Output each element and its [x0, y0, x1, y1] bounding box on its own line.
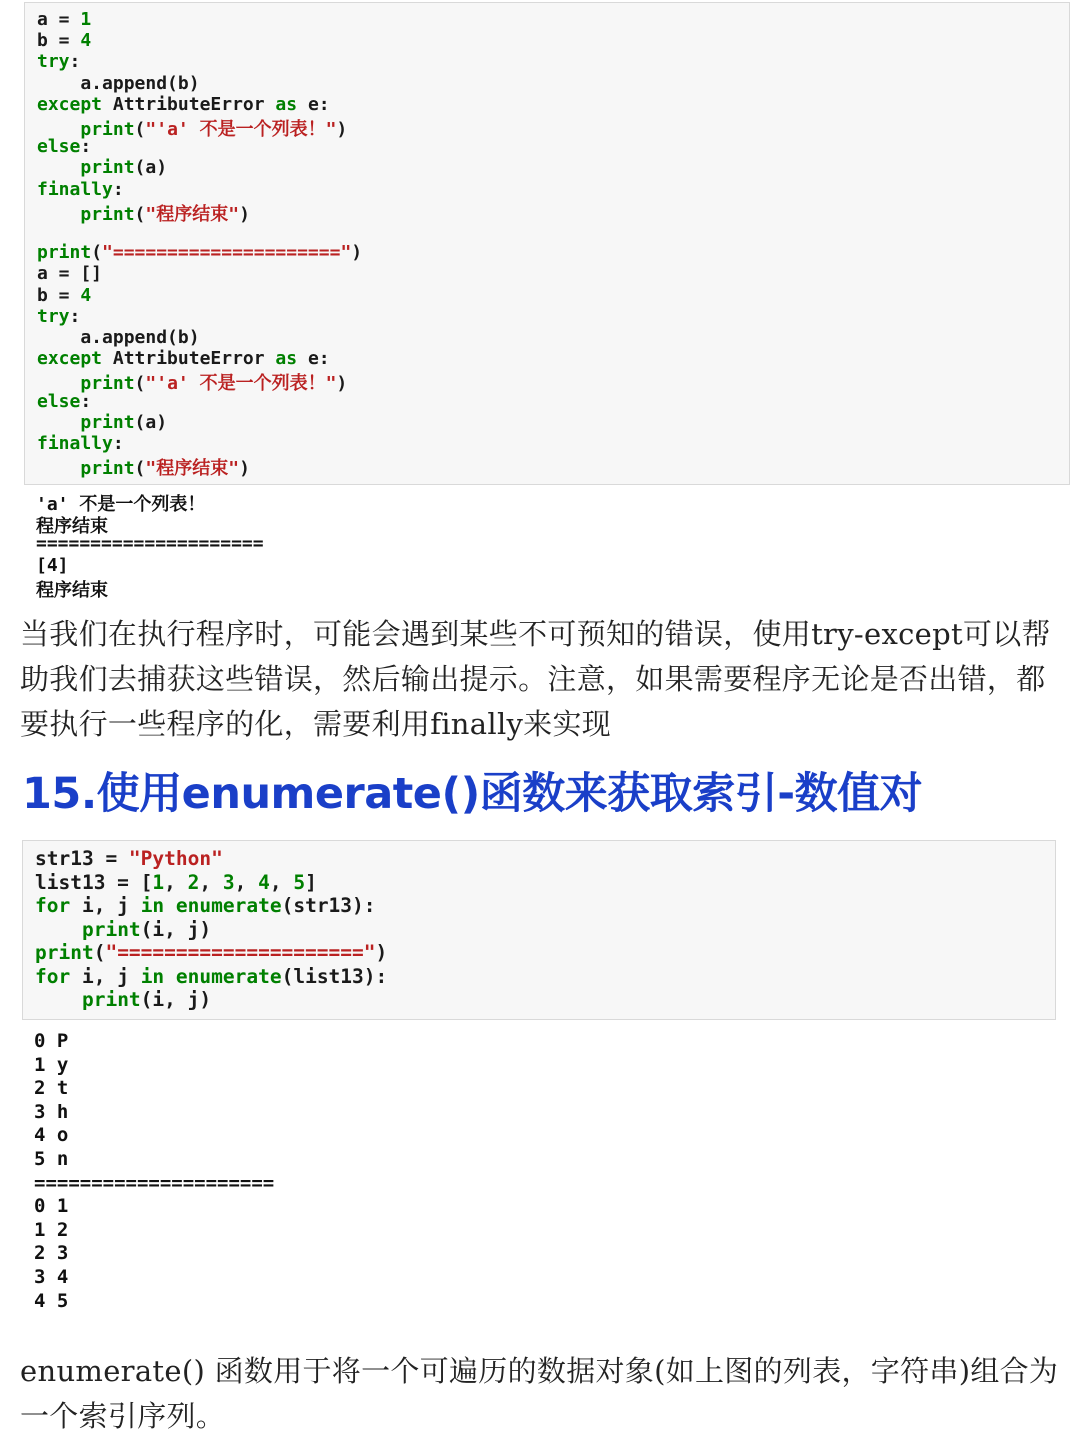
code-line: except AttributeError as e:: [37, 348, 330, 370]
output-line: 1 y: [34, 1053, 69, 1076]
output-line: 3 h: [34, 1100, 69, 1123]
output-line: =====================: [34, 1171, 275, 1194]
code-line: print(i, j): [81, 917, 212, 941]
paragraph-enumerate-explanation: enumerate() 函数用于将一个可遍历的数据对象(如上图的列表，字符串)组合为一个索引序列。: [20, 1354, 1059, 1433]
code-line: a = []: [37, 263, 103, 285]
code-line: else:: [37, 136, 92, 158]
code-cell-enumerate: [22, 840, 1056, 1020]
code-line: try:: [37, 305, 81, 327]
code-line: finally:: [37, 433, 124, 454]
section-heading: 15.使用enumerate()函数来获取索引-数值对: [22, 769, 923, 819]
code-line: for i, j in enumerate(str13):: [35, 894, 376, 917]
output-line: 程序结束: [36, 515, 108, 537]
output-line: 3 4: [34, 1266, 69, 1288]
code-line: a.append(b): [37, 72, 200, 94]
output-line: 2 3: [34, 1242, 69, 1265]
code-line: try:: [37, 51, 81, 73]
code-line: print("====================="): [37, 242, 363, 264]
output-line: 4 5: [34, 1289, 69, 1312]
code-line: print("程序结束"): [80, 203, 250, 225]
output-line: [4]: [36, 554, 69, 576]
code-cell-try-except: [24, 2, 1070, 485]
code-line: else:: [37, 390, 92, 412]
code-line: print(i, j): [81, 988, 212, 1011]
output-line: 4 o: [34, 1124, 69, 1147]
paragraph-try-except-explanation: 当我们在执行程序时，可能会遇到某些不可预知的错误，使用try-except可以帮助我们去捕获这些错误，然后输出提示。注意，如果需要程序无论是否出错，都要执行一些程序的化，需要利用finally来实现: [20, 617, 1051, 741]
code-line: print(a): [80, 411, 168, 433]
output-line: 1 2: [34, 1218, 69, 1241]
code-line: a.append(b): [37, 327, 200, 348]
output-line: 'a' 不是一个列表！: [36, 494, 206, 515]
code-line: b = 4: [37, 284, 92, 306]
output-line: 程序结束: [36, 580, 108, 601]
output-line: 5 n: [34, 1148, 69, 1170]
code-line: finally:: [37, 178, 124, 200]
code-line: str13 = "Python": [35, 847, 223, 870]
code-line: print("程序结束"): [80, 458, 250, 480]
code-line: b = 4: [37, 30, 92, 52]
code-line: print("'a' 不是一个列表！"): [80, 373, 348, 395]
output-line: 0 P: [34, 1030, 69, 1052]
code-line: for i, j in enumerate(list13):: [35, 964, 388, 988]
output-line: =====================: [36, 533, 264, 554]
code-line: except AttributeError as e:: [37, 93, 330, 115]
code-line: print("====================="): [35, 941, 388, 964]
code-line: print("'a' 不是一个列表！"): [80, 119, 348, 140]
code-line: a = 1: [37, 9, 92, 30]
output-line: 0 1: [34, 1195, 69, 1218]
code-line: list13 = [1, 2, 3, 4, 5]: [35, 870, 317, 894]
output-line: 2 t: [34, 1077, 69, 1100]
code-line: print(a): [80, 157, 168, 179]
